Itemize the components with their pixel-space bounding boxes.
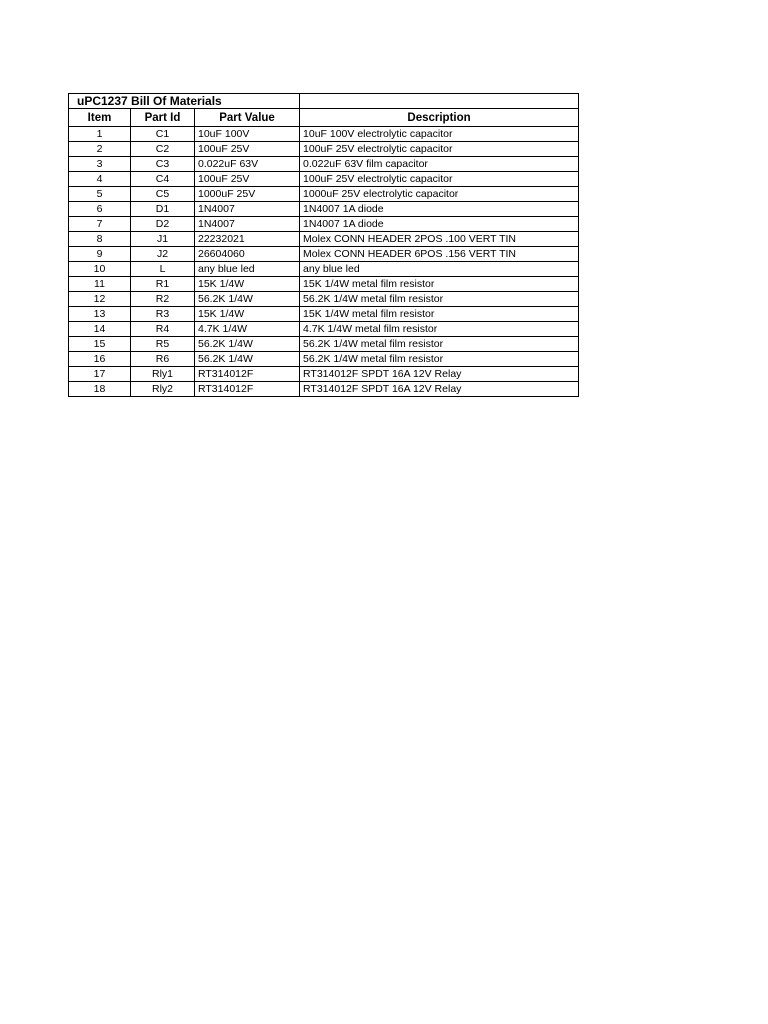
cell-part-id: R5 [131,337,195,352]
cell-description: 56.2K 1/4W metal film resistor [300,292,579,307]
cell-item: 1 [69,127,131,142]
cell-item: 14 [69,322,131,337]
header-part-value: Part Value [195,109,300,127]
cell-item: 16 [69,352,131,367]
header-item: Item [69,109,131,127]
table-title: uPC1237 Bill Of Materials [69,94,300,109]
title-blank-cell [300,94,579,109]
table-row [69,352,579,367]
cell-item: 11 [69,277,131,292]
cell-description: RT314012F SPDT 16A 12V Relay [300,367,579,382]
table-body [69,127,579,397]
cell-part-id: D2 [131,217,195,232]
cell-part-id: Rly1 [131,367,195,382]
cell-description: Molex CONN HEADER 2POS .100 VERT TIN [300,232,579,247]
cell-description: 0.022uF 63V film capacitor [300,157,579,172]
cell-part-value: 22232021 [195,232,300,247]
table-row [69,202,579,217]
cell-part-value: 56.2K 1/4W [195,337,300,352]
cell-description: any blue led [300,262,579,277]
table-row [69,127,579,142]
cell-item: 12 [69,292,131,307]
cell-item: 2 [69,142,131,157]
table-row [69,217,579,232]
cell-item: 15 [69,337,131,352]
cell-part-id: C3 [131,157,195,172]
table-row [69,187,579,202]
cell-part-id: C1 [131,127,195,142]
cell-item: 5 [69,187,131,202]
table-row [69,262,579,277]
cell-part-id: C4 [131,172,195,187]
bill-of-materials-table [68,93,579,397]
cell-part-id: R2 [131,292,195,307]
cell-part-value: 10uF 100V [195,127,300,142]
cell-description: Molex CONN HEADER 6POS .156 VERT TIN [300,247,579,262]
cell-part-id: Rly2 [131,382,195,397]
cell-description: 100uF 25V electrolytic capacitor [300,142,579,157]
cell-part-id: R4 [131,322,195,337]
cell-description: 100uF 25V electrolytic capacitor [300,172,579,187]
cell-part-id: D1 [131,202,195,217]
cell-part-value: 4.7K 1/4W [195,322,300,337]
table-row [69,232,579,247]
cell-part-value: 26604060 [195,247,300,262]
cell-part-value: 1N4007 [195,202,300,217]
cell-part-id: L [131,262,195,277]
cell-item: 6 [69,202,131,217]
header-row [69,109,579,127]
cell-item: 18 [69,382,131,397]
cell-part-value: 15K 1/4W [195,307,300,322]
cell-item: 8 [69,232,131,247]
cell-item: 17 [69,367,131,382]
cell-part-id: J2 [131,247,195,262]
cell-part-value: 15K 1/4W [195,277,300,292]
cell-part-value: 100uF 25V [195,142,300,157]
cell-description: 56.2K 1/4W metal film resistor [300,352,579,367]
cell-part-id: R6 [131,352,195,367]
table-row [69,247,579,262]
cell-part-id: R1 [131,277,195,292]
cell-part-id: R3 [131,307,195,322]
cell-part-id: C2 [131,142,195,157]
cell-part-value: 100uF 25V [195,172,300,187]
table-row [69,277,579,292]
cell-item: 9 [69,247,131,262]
cell-part-value: RT314012F [195,382,300,397]
cell-part-value: 56.2K 1/4W [195,292,300,307]
cell-item: 7 [69,217,131,232]
table-row [69,157,579,172]
cell-description: 15K 1/4W metal film resistor [300,277,579,292]
header-part-id: Part Id [131,109,195,127]
cell-description: 56.2K 1/4W metal film resistor [300,337,579,352]
cell-part-value: RT314012F [195,367,300,382]
cell-item: 10 [69,262,131,277]
cell-part-value: 56.2K 1/4W [195,352,300,367]
title-row [69,94,579,109]
cell-description: 10uF 100V electrolytic capacitor [300,127,579,142]
cell-part-value: 0.022uF 63V [195,157,300,172]
cell-part-value: any blue led [195,262,300,277]
cell-item: 13 [69,307,131,322]
cell-description: 1N4007 1A diode [300,202,579,217]
table-row [69,382,579,397]
cell-part-value: 1N4007 [195,217,300,232]
cell-part-id: C5 [131,187,195,202]
cell-description: 1000uF 25V electrolytic capacitor [300,187,579,202]
table-row [69,367,579,382]
cell-part-value: 1000uF 25V [195,187,300,202]
cell-description: 15K 1/4W metal film resistor [300,307,579,322]
cell-description: 4.7K 1/4W metal film resistor [300,322,579,337]
cell-description: RT314012F SPDT 16A 12V Relay [300,382,579,397]
table-row [69,142,579,157]
cell-description: 1N4007 1A diode [300,217,579,232]
table-row [69,322,579,337]
header-description: Description [300,109,579,127]
cell-item: 4 [69,172,131,187]
table-row [69,292,579,307]
table-row [69,337,579,352]
cell-part-id: J1 [131,232,195,247]
cell-item: 3 [69,157,131,172]
table-row [69,307,579,322]
table-row [69,172,579,187]
